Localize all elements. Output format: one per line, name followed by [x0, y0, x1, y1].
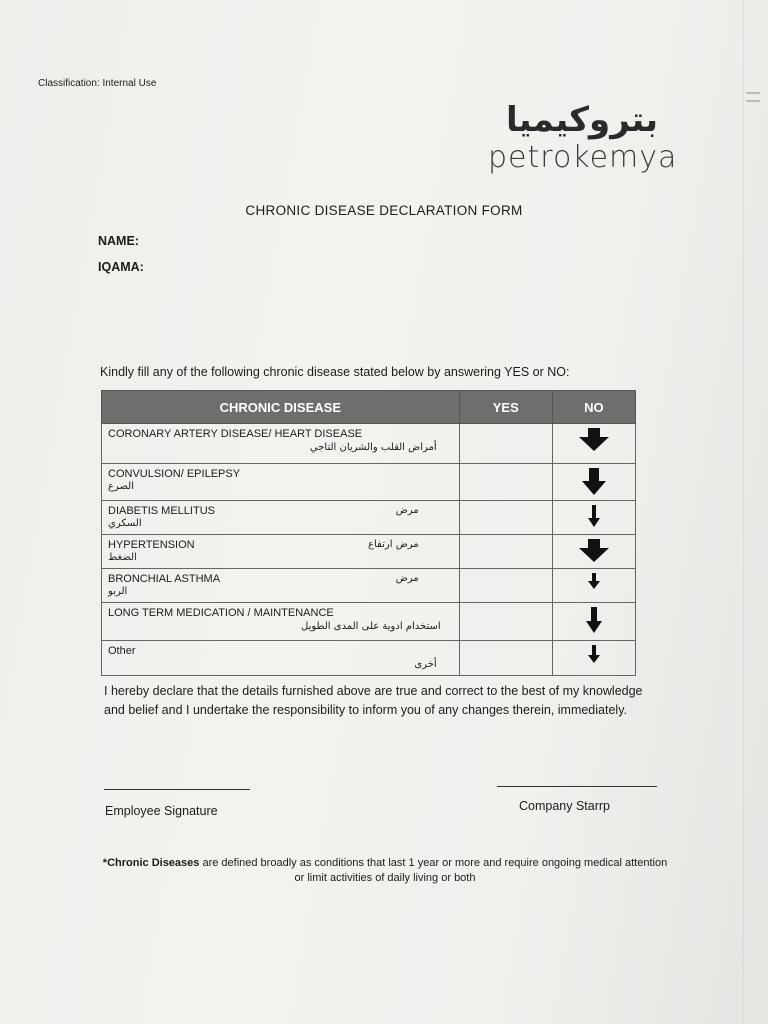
yes-cell[interactable]: [459, 424, 552, 464]
no-cell[interactable]: [552, 535, 635, 569]
disease-arabic-prefix: مرض ارتفاع: [368, 539, 419, 550]
disease-cell: [102, 464, 460, 501]
employee-signature-label: Employee Signature: [105, 804, 218, 818]
company-logo: [482, 100, 678, 180]
no-cell[interactable]: [552, 464, 635, 501]
disease-arabic: أمراض القلب والشريان التاجي: [309, 442, 437, 453]
footnote-bold: *Chronic Diseases: [102, 857, 200, 869]
yes-cell[interactable]: [459, 641, 552, 676]
disease-arabic: أخرى: [414, 659, 437, 670]
instruction-text: Kindly fill any of the following chronic disease stated below by answering YES or NO:: [100, 365, 570, 379]
no-cell[interactable]: [552, 501, 635, 535]
no-cell[interactable]: [552, 569, 635, 603]
table-row: [102, 641, 636, 676]
company-stamp-line[interactable]: [497, 786, 657, 787]
table-row: [102, 603, 636, 641]
disease-english: BRONCHIAL ASTHMA: [108, 573, 221, 585]
no-cell[interactable]: [552, 424, 635, 464]
down-arrow-icon: [559, 539, 629, 563]
disease-english: LONG TERM MEDICATION / MAINTENANCE: [108, 607, 334, 619]
logo-english: petrokemya: [488, 140, 678, 175]
declaration-text: I hereby declare that the details furnished above are true and correct to the best of my knowledge and belief and I undertake the responsibility to inform you of any changes therein, immediately.: [104, 684, 643, 717]
disease-cell: [102, 603, 460, 641]
table-row: [102, 569, 636, 603]
disease-cell: [102, 641, 460, 676]
header-yes: YES: [459, 391, 552, 424]
iqama-label: IQAMA:: [98, 260, 144, 274]
table-header-row: [102, 391, 636, 424]
disease-arabic: الضغط: [108, 552, 137, 563]
no-cell[interactable]: [552, 603, 635, 641]
disease-arabic: الربو: [108, 586, 128, 597]
footnote-text: are defined broadly as conditions that last 1 year or more and require ongoing medical attention or limit activities of daily living or both: [199, 857, 668, 884]
disease-arabic: السكري: [108, 518, 142, 529]
table-row: [102, 501, 636, 535]
down-arrow-icon: [559, 428, 629, 452]
page-edge-line: [743, 0, 744, 1024]
disease-arabic: استخدام ادوية على المدى الطويل: [301, 621, 441, 632]
name-label: NAME:: [98, 234, 139, 248]
classification-label: Classification: Internal Use: [38, 78, 157, 89]
form-title: CHRONIC DISEASE DECLARATION FORM: [245, 203, 523, 218]
disease-english: HYPERTENSION: [108, 539, 195, 551]
disease-cell: [102, 569, 460, 603]
yes-cell[interactable]: [459, 603, 552, 641]
logo-arabic: بتروكيميا: [505, 100, 658, 140]
yes-cell[interactable]: [459, 501, 552, 535]
table-row: [102, 464, 636, 501]
down-arrow-icon: [559, 607, 629, 633]
yes-cell[interactable]: [459, 535, 552, 569]
no-cell[interactable]: [552, 641, 635, 676]
disease-english: CONVULSION/ EPILEPSY: [108, 468, 241, 480]
disease-arabic: الصرع: [108, 481, 134, 492]
disease-english: DIABETIS MELLITUS: [108, 505, 215, 517]
disease-english: Other: [108, 645, 136, 657]
disease-cell: [102, 535, 460, 569]
chronic-disease-table: [101, 390, 636, 676]
down-arrow-icon: [559, 468, 629, 496]
employee-signature-line[interactable]: [104, 789, 250, 790]
header-no: NO: [552, 391, 635, 424]
disease-arabic-prefix: مرض: [395, 505, 419, 516]
company-stamp-label: Company Starrp: [519, 799, 611, 813]
table-row: [102, 424, 636, 464]
down-arrow-icon: [559, 505, 629, 527]
down-arrow-icon: [559, 645, 629, 663]
edge-marks: [746, 92, 760, 108]
header-disease: CHRONIC DISEASE: [102, 391, 460, 424]
down-arrow-icon: [559, 573, 629, 589]
table-row: [102, 535, 636, 569]
yes-cell[interactable]: [459, 569, 552, 603]
yes-cell[interactable]: [459, 464, 552, 501]
footnote: [100, 856, 670, 886]
disease-cell: [102, 501, 460, 535]
disease-arabic-prefix: مرض: [395, 573, 419, 584]
disease-english: CORONARY ARTERY DISEASE/ HEART DISEASE: [108, 428, 363, 440]
disease-cell: [102, 424, 460, 464]
